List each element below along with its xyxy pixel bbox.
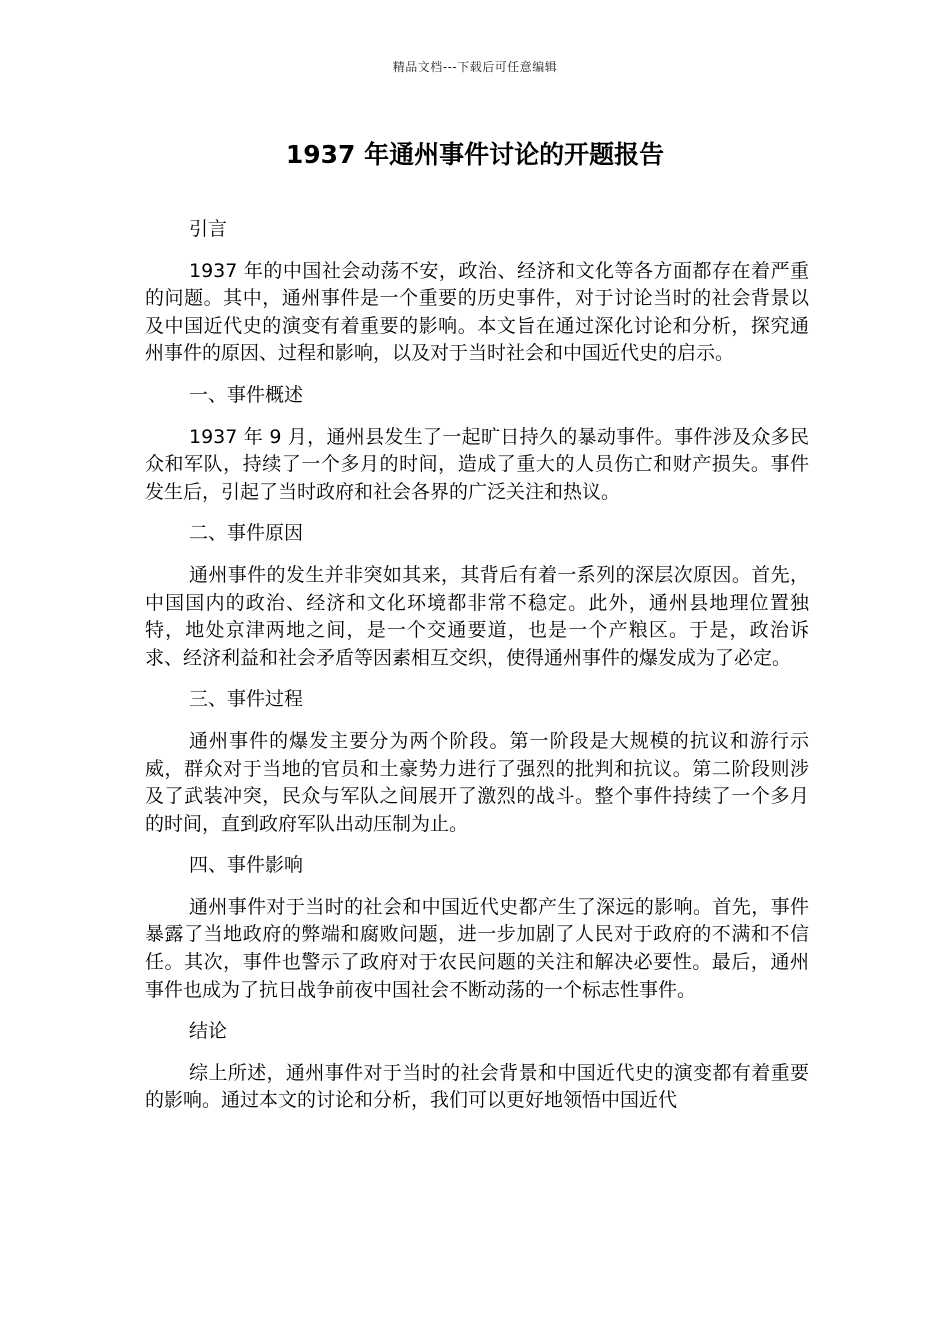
header-note: 精品文档---下载后可任意编辑 <box>392 60 558 74</box>
section-heading-conclusion: 结论 <box>189 1020 228 1043</box>
section-heading-overview: 一、事件概述 <box>189 383 304 406</box>
section-paragraph-causes: 通州事件的发生并非突如其来，其背后有着一系列的深层次原因。首先，中国国内的政治、经济和文化环境都非常不稳定。此外，通州县地理位置独特，地处京津两地之间，是一个交通要道，也是一个产粮区。于是，政治诉求、经济利益和社会矛盾等因素相互交织，使得通州事件的爆发成为了必定。 <box>145 563 809 669</box>
document-body <box>145 216 809 1115</box>
section-heading-process: 三、事件过程 <box>189 688 304 711</box>
section-paragraph-overview: 1937 年 9 月，通州县发生了一起旷日持久的暴动事件。事件涉及众多民众和军队，持续了一个多月的时间，造成了重大的人员伤亡和财产损失。事件发生后，引起了当时政府和社会各界的广泛关注和热议。 <box>145 425 809 503</box>
document-title: 1937 年通州事件讨论的开题报告 <box>285 140 665 169</box>
section-heading-impact: 四、事件影响 <box>189 854 304 877</box>
section-heading-causes: 二、事件原因 <box>189 522 304 545</box>
section-paragraph-conclusion: 综上所述，通州事件对于当时的社会背景和中国近代史的演变都有着重要的影响。通过本文的讨论和分析，我们可以更好地领悟中国近代 <box>145 1061 809 1112</box>
section-paragraph-intro: 1937 年的中国社会动荡不安，政治、经济和文化等各方面都存在着严重的问题。其中，通州事件是一个重要的历史事件，对于讨论当时的社会背景以及中国近代史的演变有着重要的影响。本文旨在通过深化讨论和分析，探究通州事件的原因、过程和影响，以及对于当时社会和中国近代史的启示。 <box>145 259 809 365</box>
section-paragraph-process: 通州事件的爆发主要分为两个阶段。第一阶段是大规模的抗议和游行示威，群众对于当地的官员和土豪势力进行了强烈的批判和抗议。第二阶段则涉及了武装冲突，民众与军队之间展开了激烈的战斗。整个事件持续了一个多月的时间，直到政府军队出动压制为止。 <box>145 729 809 835</box>
section-paragraph-impact: 通州事件对于当时的社会和中国近代史都产生了深远的影响。首先，事件暴露了当地政府的弊端和腐败问题，进一步加剧了人民对于政府的不满和不信任。其次，事件也警示了政府对于农民问题的关注和解决必要性。最后，通州事件也成为了抗日战争前夜中国社会不断动荡的一个标志性事件。 <box>145 895 809 1001</box>
section-heading-intro: 引言 <box>189 218 228 240</box>
